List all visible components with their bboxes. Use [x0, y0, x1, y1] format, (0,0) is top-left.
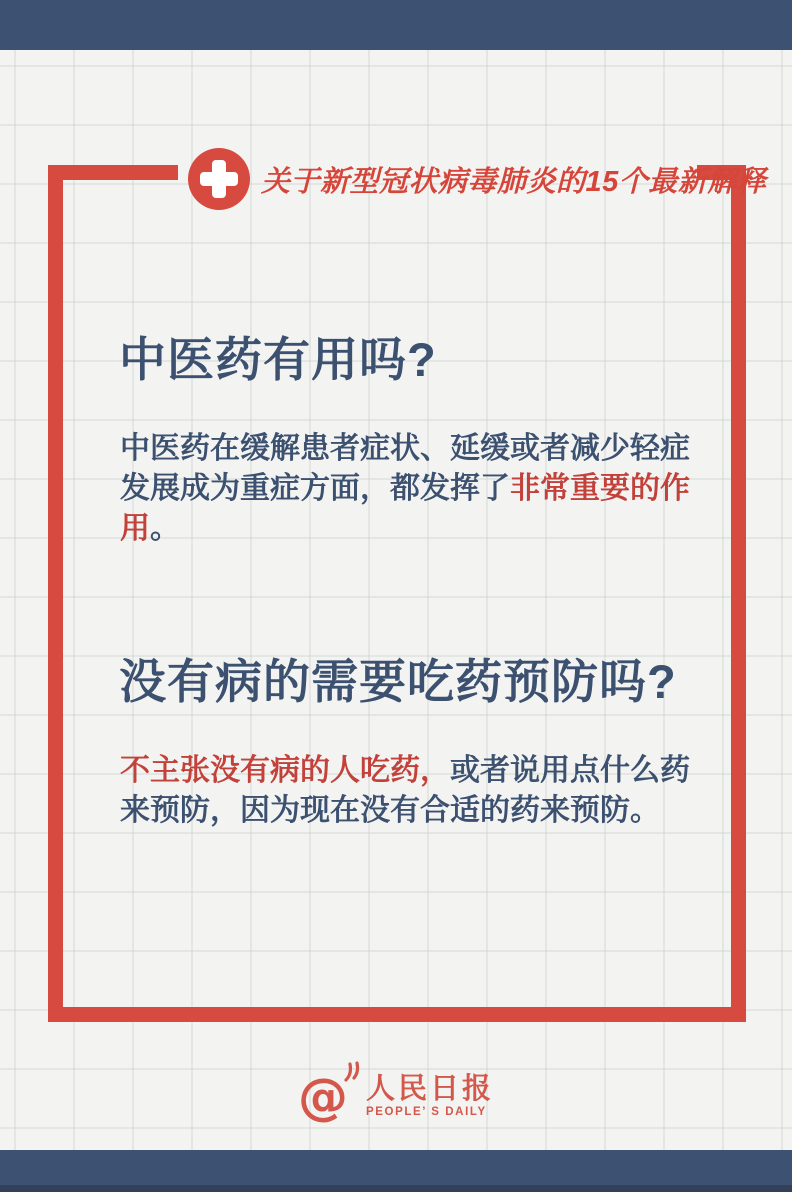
answer-1-text: 中医药在缓解患者症状、延缓或者减少轻症发展成为重症方面，都发挥了: [120, 432, 690, 505]
question-heading-1: 中医药有用吗?: [119, 333, 437, 386]
top-navy-bar: [0, 0, 792, 50]
answer-1-period: 。: [150, 512, 180, 545]
sound-waves-icon: [342, 1060, 362, 1082]
bottom-navy-bar: [0, 1150, 792, 1192]
frame-top-left-segment: [48, 165, 178, 180]
medical-cross-icon: [188, 148, 250, 210]
answer-2-text: 或者说用点什么药来预防，因为现在没有合适的药来预防。: [120, 754, 690, 827]
question-heading-2: 没有病的需要吃药预防吗?: [119, 655, 677, 708]
frame-bottom-border: [48, 1007, 746, 1022]
logo-english-text: PEOPLE’ S DAILY: [365, 1106, 487, 1118]
at-megaphone-icon: @: [298, 1062, 360, 1120]
answer-paragraph-2: [120, 751, 700, 831]
answer-1-emphasis: 非常重要的作用: [120, 472, 690, 545]
answer-2-emphasis: 不主张没有病的人吃药，: [120, 754, 450, 787]
answer-paragraph-1: [120, 429, 700, 549]
peoples-daily-logo: [297, 1062, 495, 1126]
frame-right-border: [731, 165, 746, 1022]
logo-chinese-text: 人民日报: [365, 1072, 495, 1105]
poster-title: 关于新型冠状病毒肺炎的15个最新解释: [261, 166, 767, 198]
frame-left-border: [48, 165, 63, 1022]
